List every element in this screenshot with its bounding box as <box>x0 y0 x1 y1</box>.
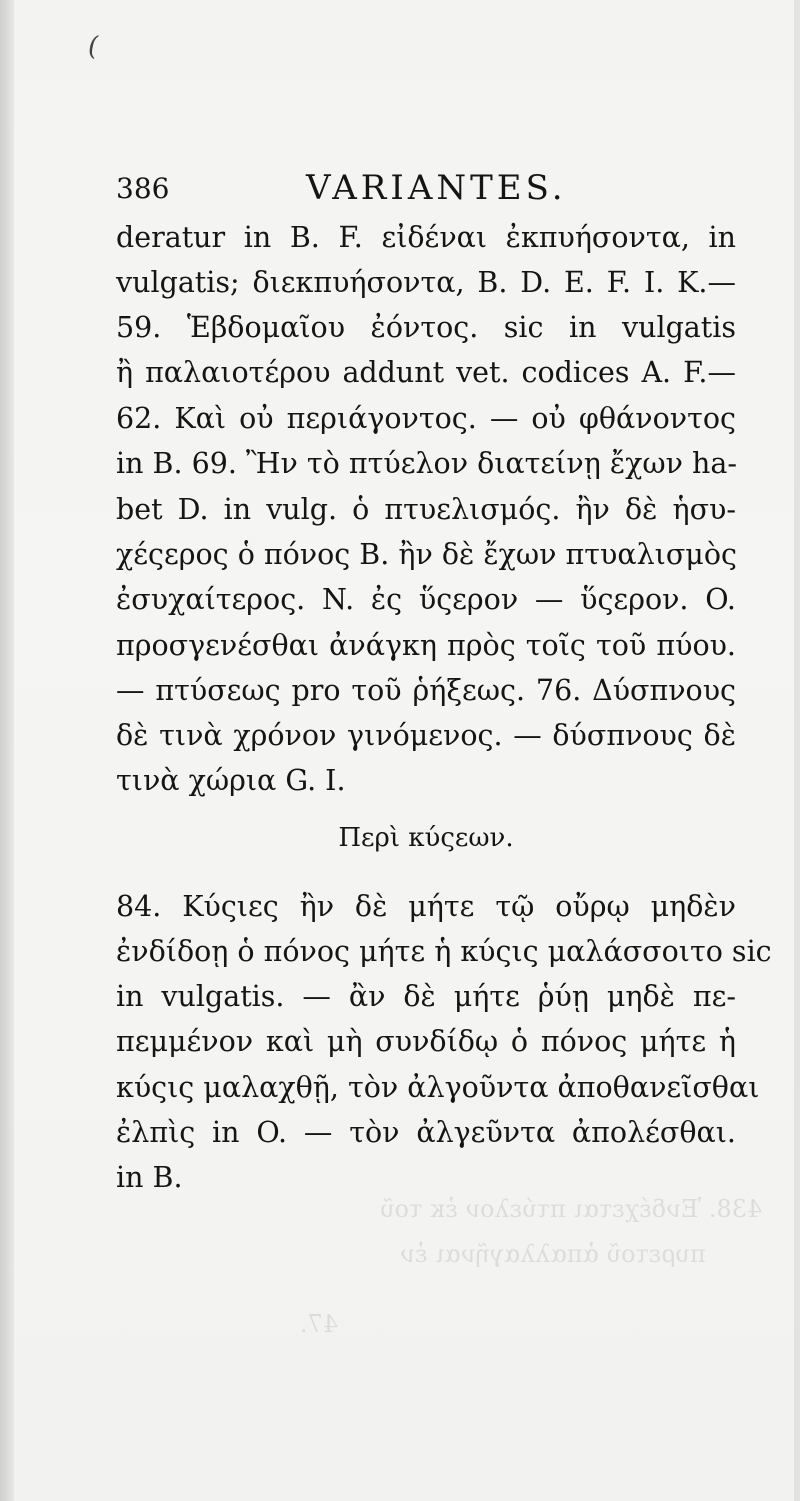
section-line: ἐλπὶς in O. — τὸν ἀλγεῦντα ἀπολέσθαι. <box>116 1116 736 1149</box>
section-line: in B. <box>116 1161 183 1194</box>
page-gutter <box>0 0 14 1501</box>
margin-mark: ( <box>88 32 99 62</box>
body-line: ἢ παλαιοτέρου addunt vet. codices A. F.— <box>116 356 736 389</box>
body-line: τινὰ χώρια G. I. <box>116 764 346 797</box>
section-heading: Περὶ κύςεων. <box>338 823 514 853</box>
section-line: 84. Κύςιες ἢν δὲ μήτε τῷ οὔρῳ μηδὲν <box>116 890 736 923</box>
bleed-through-text: πυρετοῦ ἀπαλλαγῆναι ἐν <box>400 1240 706 1268</box>
body-line: δὲ τινὰ χρόνον γινόμενος. — δύσπνους δὲ <box>116 719 736 752</box>
body-line: προσγενέσθαι ἀνάγκη πρὸς τοῖς τοῦ πύου. <box>116 629 736 662</box>
body-line: bet D. in vulg. ὁ πτυελισμός. ἢν δὲ ἡσυ- <box>116 493 736 526</box>
bleed-through-text: 438. Ἐνδέχεται πτύελον ἐκ τοῦ <box>380 1195 763 1223</box>
body-line: 59. Ἑβδομαῖου ἐόντος. sic in vulgatis <box>116 311 736 344</box>
running-head <box>116 168 736 208</box>
body-line: 62. Καὶ οὐ περιάγοντος. — οὐ φθάνοντος <box>116 402 736 435</box>
body-line: χέςερος ὁ πόνος B. ἢν δὲ ἔχων πτυαλισμὸς <box>116 538 737 571</box>
running-title: VARIANTES. <box>306 168 567 208</box>
section-line: πεμμένον καὶ μὴ συνδίδῳ ὁ πόνος μήτε ἡ <box>116 1025 736 1058</box>
body-line: — πτύσεως pro τοῦ ῥήξεως. 76. Δύσπνους <box>116 674 736 707</box>
section-line: in vulgatis. — ἂν δὲ μήτε ῥύῃ μηδὲ πε- <box>116 980 736 1013</box>
body-line: in B. 69. Ἢν τὸ πτύελον διατείνῃ ἔχων ha- <box>116 447 737 480</box>
section-line: ἐνδίδοῃ ὁ πόνος μήτε ἡ κύςις μαλάσσοιτο sic <box>116 935 772 968</box>
body-line: vulgatis; διεκπυήσοντα, B. D. E. F. I. K.— <box>116 266 736 299</box>
bleed-through-text: 47. <box>300 1310 339 1338</box>
section-line: κύςις μαλαχθῇ, τὸν ἀλγοῦντα ἀποθανεῖσθαι <box>116 1071 760 1104</box>
body-line: ἐσυχαίτερος. N. ἐς ὕςερον — ὕςερον. O. <box>116 583 736 616</box>
page-number: 386 <box>116 172 170 205</box>
body-line: deratur in B. F. εἰδέναι ἐκπυήσοντα, in <box>116 221 736 254</box>
page-edge <box>794 0 800 1501</box>
